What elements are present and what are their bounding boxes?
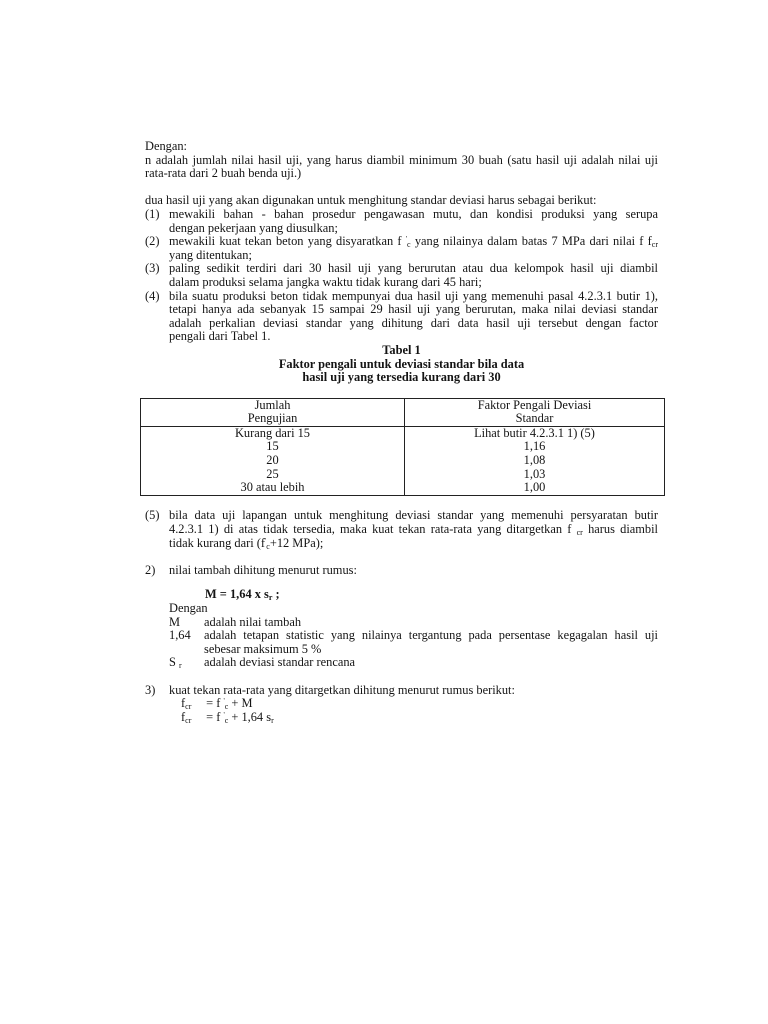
list-item-3	[145, 262, 658, 289]
table-header-cell: Faktor Pengali Deviasi Standar	[405, 398, 665, 426]
item-text: yang ditentukan;	[169, 247, 252, 262]
item-text: bila data uji lapangan untuk menghitung deviasi standar yang memenuhi persyaratan butir	[169, 508, 658, 523]
item-text: pengali dari Tabel 1.	[169, 329, 271, 344]
item-text: mewakili bahan - bahan prosedur pengawasan mutu, dan kondisi produksi yang serupa	[169, 206, 658, 221]
item-number: (1)	[145, 206, 160, 221]
item-text: paling sedikit terdiri dari 30 hasil uji yang berurutan atau dua kelompok hasil uji diambil	[169, 261, 658, 276]
list-item-1	[145, 208, 658, 235]
dengan-label: Dengan	[169, 601, 208, 615]
section-3	[145, 684, 658, 698]
definition-value: adalah tetapan statistic yang nilainya tergantung pada persentase kegagalan hasil uji	[204, 628, 658, 643]
list-item-5	[145, 509, 658, 550]
definition-row	[169, 656, 658, 670]
section-text: nilai tambah dihitung menurut rumus:	[169, 562, 357, 577]
intro-heading: Dengan:	[145, 139, 187, 153]
definition-value: sebesar maksimum 5 %	[204, 641, 322, 656]
list-item-2	[145, 235, 658, 262]
document-page	[145, 140, 658, 724]
section-number: 2)	[145, 562, 156, 577]
intro-n-line2: rata-rata dari 2 buah benda uji.)	[145, 166, 302, 181]
table-body-row	[141, 426, 665, 495]
table-header-row	[141, 398, 665, 426]
intro-lead: dua hasil uji yang akan digunakan untuk menghitung standar deviasi harus sebagai berikut:	[145, 193, 597, 208]
definition-row	[169, 629, 658, 656]
item-text: dengan pekerjaan yang diusulkan;	[169, 220, 338, 235]
equations	[145, 697, 658, 724]
equation-2: $f_{cr} = f$ '$_c$ + 1,64 $s_r$	[181, 709, 274, 725]
definitions	[145, 602, 658, 670]
definition-value: adalah nilai tambah	[204, 614, 302, 629]
list-item-4	[145, 290, 658, 344]
section-number: 3)	[145, 682, 156, 697]
item-text: tetapi hanya ada sebanyak 15 sampai 29 hasil uji yang berurutan, maka nilai deviasi standar	[169, 302, 658, 317]
table-title: Faktor pengali untuk deviasi standar bila data	[278, 356, 525, 371]
intro-n-line1: n adalah jumlah nilai hasil uji, yang harus diambil minimum 30 buah (satu hasil uji adalah nilai uji	[145, 152, 658, 167]
item-text: 4.2.3.1 1) di atas tidak tersedia, maka kuat tekan rata-rata yang ditargetkan f $_{cr}$ harus diambil	[169, 522, 658, 538]
item-text: tidak kurang dari ($f'_c+12$ MPa);	[169, 535, 324, 551]
item-number: (3)	[145, 261, 160, 276]
table-cell-count: Kurang dari 15 15 20 25 30 atau lebih	[141, 426, 405, 495]
definition-key: 1,64	[169, 628, 191, 643]
table-header-cell: Jumlah Pengujian	[141, 398, 405, 426]
definition-value: adalah deviasi standar rencana	[204, 655, 356, 670]
item-number: (4)	[145, 288, 160, 303]
table-cell-factor: Lihat butir 4.2.3.1 1) (5) 1,16 1,08 1,03 1,00	[405, 426, 665, 495]
table-label: Tabel 1	[382, 342, 421, 357]
item-text: dalam produksi selama jangka waktu tidak kurang dari 45 hari;	[169, 274, 482, 289]
item-text: adalah perkalian deviasi standar yang dihitung dari data hasil uji tersebut dengan factor	[169, 315, 658, 330]
definition-row	[169, 616, 658, 630]
equation-1: $f_{cr} = f$ '$_c$ + M	[181, 696, 253, 712]
definition-key: M	[169, 614, 181, 629]
item-number: (5)	[145, 508, 160, 523]
section-text: kuat tekan rata-rata yang ditargetkan dihitung menurut rumus berikut:	[169, 682, 515, 697]
table-title: hasil uji yang tersedia kurang dari 30	[302, 370, 501, 385]
formula-m: M = 1,64 x $s_r$ ;	[205, 587, 280, 603]
factor-table	[140, 398, 665, 496]
section-2	[145, 564, 658, 578]
item-text: mewakili kuat tekan beton yang disyaratkan f '$_c$ yang nilainya dalam batas 7 MPa dari nilai f $f_{cr}$	[169, 234, 658, 250]
item-text: bila suatu produksi beton tidak mempunyai dua hasil uji yang memenuhi pasal 4.2.3.1 butir 1),	[169, 288, 658, 303]
definition-key: S $_r$	[169, 655, 182, 671]
item-number: (2)	[145, 234, 160, 249]
